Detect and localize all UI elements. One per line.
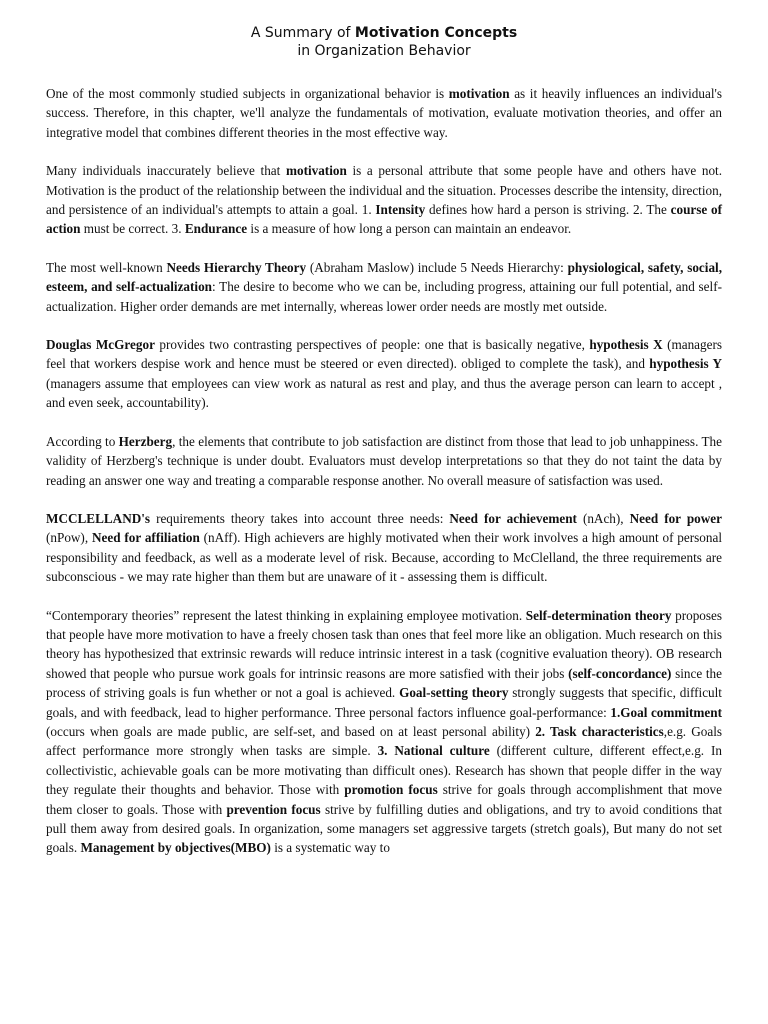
text-run: : The desire to become who we can be, including progress, attaining our full potential, and self-actualization. Higher order demands are met internally, whereas lower order needs are mostly met outside. — [46, 279, 722, 314]
text-run: defines how hard a person is striving. 2. The — [425, 202, 671, 218]
bold-term: hypothesis Y — [649, 356, 722, 372]
text-run: The most well-known — [46, 259, 167, 275]
bold-term: Need for affiliation — [91, 530, 200, 546]
text-run: (managers assume that employees can view work as natural as rest and play, and thus the average person can learn to accept , and even seek, accountability). — [46, 375, 722, 411]
text-run: must be correct. 3. — [80, 221, 185, 237]
paragraph-motivation-definition — [46, 161, 722, 239]
paragraph-mcclelland — [46, 509, 722, 587]
title-prefix: A Summary of — [250, 25, 355, 41]
text-run: is a personal attribute that some people have and others have not. Motivation is the product of the relationship between the individual and the situation. Processes describe the intensity, direction, and persistence of an individual's attempts to attain a goal. 1. — [46, 163, 722, 218]
paragraph-herzberg — [46, 432, 722, 490]
text-run: ,e.g. Goals affect performance more strongly when tasks are simple. — [46, 723, 722, 759]
text-run: since the process of striving goals is fun whether or not a goal is achieved. — [46, 665, 722, 701]
text-run: (nAch), — [576, 510, 630, 526]
paragraph-mcgregor — [46, 335, 722, 413]
text-run: , the elements that contribute to job satisfaction are distinct from those that lead to job unhappiness. The validity of Herzberg's technique is under doubt. Evaluators must develop interpretations so that they do not taint the data by reading an answer one way and treating a comparable response another. No overall measure of satisfaction was used. — [46, 433, 722, 488]
title-bold: Motivation Concepts — [354, 25, 518, 41]
bold-term: Endurance — [184, 221, 248, 237]
bold-term: hypothesis X — [589, 337, 663, 353]
text-run: requirements theory takes into account three needs: — [150, 510, 450, 526]
text-run: as it heavily influences an individual's success. Therefore, in this chapter, we'll analyze the fundamentals of motivation, evaluate motivation theories, and offer an integrative model that combines different theories in the most effective way. — [46, 86, 722, 140]
bold-term: motivation — [448, 86, 510, 101]
text-run: provides two contrasting perspectives of people: one that is basically negative, — [154, 337, 590, 353]
bold-term: Need for power — [629, 510, 722, 526]
bold-term: motivation — [285, 163, 347, 179]
bold-term: prevention focus — [226, 801, 321, 817]
bold-term: MCCLELLAND's — [46, 510, 151, 526]
title-line-1 — [46, 24, 722, 42]
text-run: (nPow), — [46, 530, 92, 546]
paragraph-maslow — [46, 258, 722, 316]
bold-term: physiological, safety, social, esteem, and self-actualization — [46, 259, 722, 295]
text-run: strive for goals through accomplishment that move them closer to goals. Those with — [46, 782, 722, 817]
text-run: (managers feel that workers despise work and hence must be steered or even directed). obliged to complete the task), and — [46, 337, 722, 372]
text-run: One of the most commonly studied subjects in organizational behavior is — [46, 86, 449, 101]
paragraph-contemporary-theories — [46, 606, 722, 858]
bold-term: 1.Goal commitment — [610, 704, 722, 720]
paragraph-intro — [46, 84, 722, 142]
text-run: is a measure of how long a person can maintain an endeavor. — [247, 221, 572, 237]
bold-term: Goal-setting theory — [399, 685, 509, 701]
title-line-2: in Organization Behavior — [297, 43, 471, 59]
text-run: Many individuals inaccurately believe that — [46, 163, 286, 179]
bold-term: Needs Hierarchy Theory — [166, 259, 307, 275]
bold-term: (self-concordance) — [568, 665, 672, 681]
bold-term: course of action — [46, 202, 723, 237]
bold-term: Self-determination theory — [525, 607, 672, 623]
text-run: (occurs when goals are made public, are self-set, and based on at least personal ability) — [46, 723, 536, 739]
text-run: proposes that people have more motivation to have a freely chosen task than ones that feel more like an obligation. Much research on this theory has hypothesized that extrinsic rewards will reduce intrinsic interest in a task (cognitive evaluation theory). OB research showed that people who pursue work goals for intrinsic reasons are more satisfied with their jobs — [46, 607, 722, 681]
text-run: “Contemporary theories” represent the latest thinking in explaining employee motivation. — [46, 607, 526, 623]
text-run: According to — [46, 433, 119, 449]
bold-term: Herzberg — [118, 433, 173, 449]
text-run: (Abraham Maslow) include 5 Needs Hierarchy: — [306, 259, 568, 275]
text-run: (nAff). High achievers are highly motivated when their work involves a high amount of personal responsibility and feedback, as well as a moderate level of risk. Because, according to McClelland, the three requirements are subconscious - we may rate higher than them but are unaware of it - assessing them is difficult. — [46, 530, 722, 585]
text-run: strongly suggests that specific, difficult goals, and with feedback, lead to higher performance. Three personal factors influence goal-performance: — [46, 685, 722, 720]
document-title — [46, 24, 722, 60]
text-run: strive by fulfilling duties and obligations, and try to avoid conditions that pull them away from desired goals. In organization, some managers set aggressive targets (stretch goals), But many do not set goals. — [46, 801, 722, 856]
bold-term: Intensity — [375, 202, 426, 218]
bold-term: Douglas McGregor — [46, 337, 155, 353]
bold-term: Need for achievement — [449, 510, 577, 526]
text-run: is a systematic way to — [270, 840, 390, 856]
bold-term: Management by objectives(MBO) — [80, 840, 271, 856]
text-run: (different culture, different effect,e.g. In collectivistic, achievable goals can be more motivating than difficult ones). Research has shown that people differ in the way they regulate their thoughts and behavior. Those with — [46, 743, 723, 798]
bold-term: promotion focus — [344, 782, 438, 798]
bold-term: 3. National culture — [377, 743, 490, 759]
bold-term: 2. Task characteristics — [535, 723, 664, 739]
